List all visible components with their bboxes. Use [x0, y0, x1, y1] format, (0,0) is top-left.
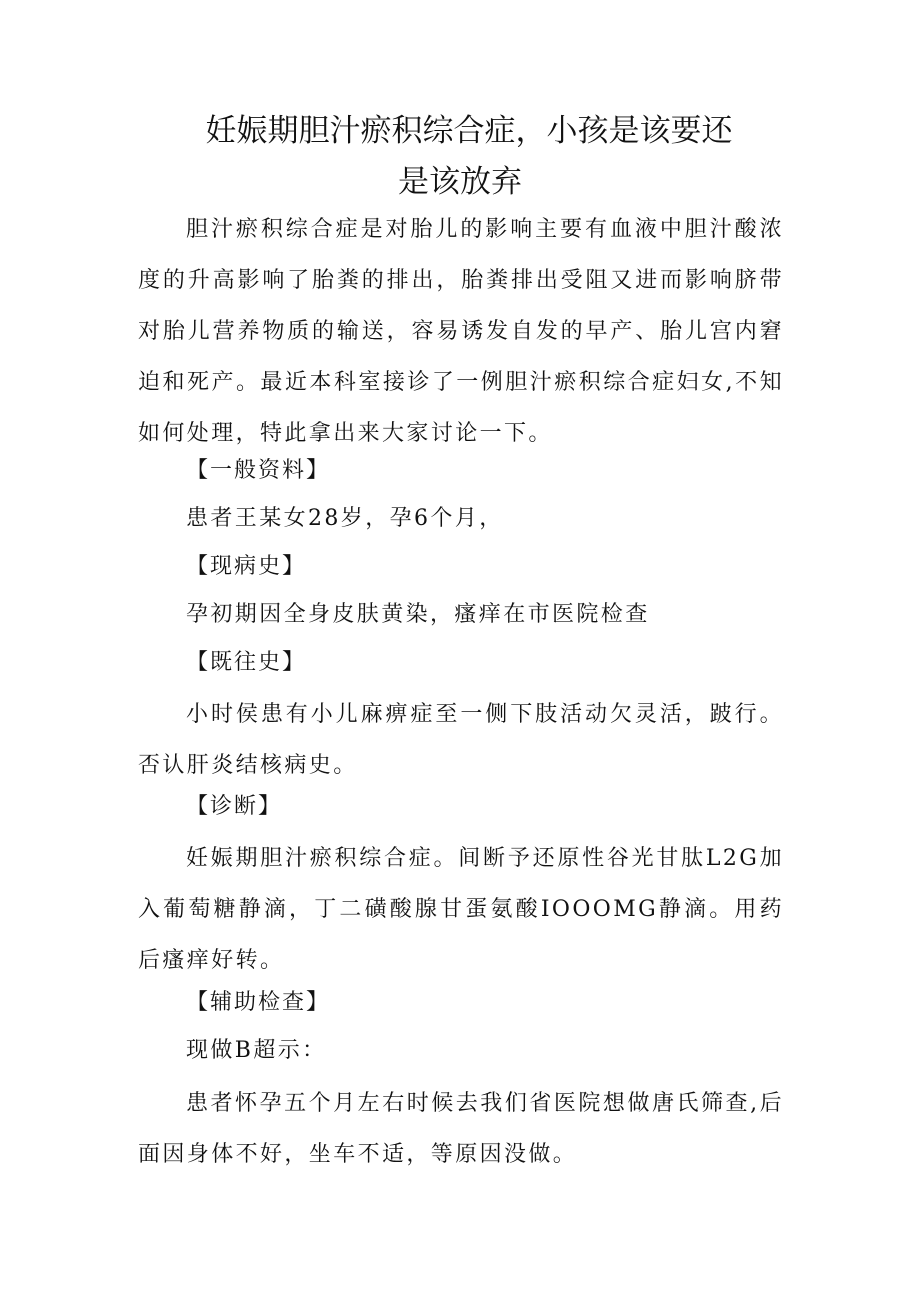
past-history-text: 小时侯患有小儿麻痹症至一侧下肢活动欠灵活，跛行。否认肝炎结核病史。 — [138, 702, 784, 778]
past-history-heading: 【既往史】 — [186, 650, 307, 675]
intro-paragraph: 胆汁瘀积综合症是对胎儿的影响主要有血液中胆汁酸浓度的升高影响了胎粪的排出，胎粪排出受阻又进而影响脐带对胎儿营养物质的输送，容易诱发自发的早产、胎儿宫内窘迫和死产。最近本科室接诊了一例胆汁瘀积综合症妇女,不知如何处理，特此拿出来大家讨论一下。 — [138, 217, 784, 446]
auxiliary-exam-heading: 【辅助检查】 — [186, 990, 331, 1015]
auxiliary-exam-text: 患者怀孕五个月左右时候去我们省医院想做唐氏筛查,后面因身体不好，坐车不适，等原因没做。 — [138, 1091, 784, 1167]
diagnosis-heading: 【诊断】 — [186, 794, 283, 819]
diagnosis-text: 妊娠期胆汁瘀积综合症。间断予还原性谷光甘肽L2G加入葡萄糖静滴，丁二磺酸腺甘蛋氨酸IOOOMG静滴。用药后瘙痒好转。 — [138, 846, 784, 973]
document-title-line1: 妊娠期胆汁瘀积综合症，小孩是该要还 — [205, 113, 733, 149]
auxiliary-exam-line: 现做B超示： — [186, 1038, 327, 1063]
present-history-text: 孕初期因全身皮肤黄染，瘙痒在市医院检查 — [186, 602, 650, 627]
present-history-heading: 【现病史】 — [186, 554, 307, 579]
document-title-line2: 是该放弃 — [398, 164, 522, 200]
general-info-heading: 【一般资料】 — [186, 458, 331, 483]
general-info-text: 患者王某女28岁，孕6个月， — [186, 506, 504, 531]
